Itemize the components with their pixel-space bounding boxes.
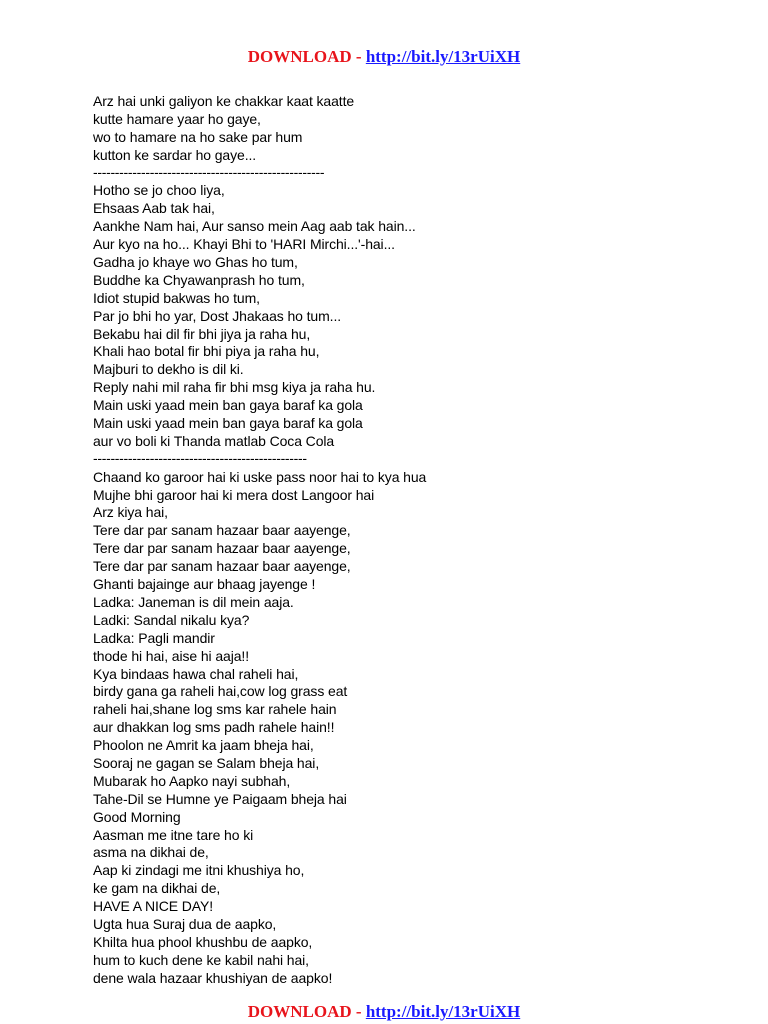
text-line: thode hi hai, aise hi aaja!! [93, 647, 249, 664]
text-line: Reply nahi mil raha fir bhi msg kiya ja raha hu. [93, 379, 376, 396]
text-line: asma na dikhai de, [93, 844, 209, 861]
text-line: Gadha jo khaye wo Ghas ho tum, [93, 254, 298, 271]
text-line: Aur kyo na ho... Khayi Bhi to 'HARI Mirchi...'-hai... [93, 236, 395, 253]
text-line: Hotho se jo choo liya, [93, 182, 225, 199]
download-label: DOWNLOAD - [247, 1002, 366, 1021]
text-line: raheli hai,shane log sms kar rahele hain [93, 701, 337, 718]
text-line: Ladka: Janeman is dil mein aaja. [93, 593, 294, 610]
separator-line: ------------------------------------------------- [93, 449, 307, 466]
text-line: aur dhakkan log sms padh rahele hain!! [93, 719, 335, 736]
text-line: Kya bindaas hawa chal raheli hai, [93, 665, 299, 682]
text-line: Tere dar par sanam hazaar baar aayenge, [93, 540, 351, 557]
text-line: Main uski yaad mein ban gaya baraf ka gola [93, 397, 363, 414]
text-line: kutte hamare yaar ho gaye, [93, 110, 261, 127]
download-banner-bottom [0, 1002, 768, 1022]
download-link[interactable]: http://bit.ly/13rUiXH [365, 1002, 521, 1021]
separator-line: ----------------------------------------------------- [93, 163, 325, 180]
download-link[interactable]: http://bit.ly/13rUiXH [365, 47, 521, 66]
text-line: Phoolon ne Amrit ka jaam bheja hai, [93, 737, 314, 754]
text-line: Idiot stupid bakwas ho tum, [93, 289, 260, 306]
text-line: Aasman me itne tare ho ki [93, 826, 254, 843]
text-line: Khali hao botal fir bhi piya ja raha hu, [93, 343, 320, 360]
text-line: Ugta hua Suraj dua de aapko, [93, 915, 277, 932]
text-line: Khilta hua phool khushbu de aapko, [93, 933, 313, 950]
text-line: Majburi to dekho is dil ki. [93, 361, 244, 378]
text-line: kutton ke sardar ho gaye... [93, 146, 257, 163]
download-banner-top [0, 47, 768, 67]
text-line: Ehsaas Aab tak hai, [93, 200, 215, 217]
text-line: Arz hai unki galiyon ke chakkar kaat kaatte [93, 93, 355, 109]
text-line: Tahe-Dil se Humne ye Paigaam bheja hai [93, 790, 347, 807]
text-line: aur vo boli ki Thanda matlab Coca Cola [93, 432, 335, 449]
sms-text-body [93, 93, 733, 988]
text-line: HAVE A NICE DAY! [93, 898, 214, 915]
download-label: DOWNLOAD - [247, 47, 366, 66]
text-line: Mujhe bhi garoor hai ki mera dost Langoor hai [93, 486, 375, 503]
text-line: Tere dar par sanam hazaar baar aayenge, [93, 558, 351, 575]
text-line: Bekabu hai dil fir bhi jiya ja raha hu, [93, 325, 311, 342]
text-line: Arz kiya hai, [93, 504, 168, 521]
text-line: Sooraj ne gagan se Salam bheja hai, [93, 754, 320, 771]
text-line: Aankhe Nam hai, Aur sanso mein Aag aab tak hain... [93, 218, 416, 235]
text-line: Aap ki zindagi me itni khushiya ho, [93, 862, 305, 879]
text-line: birdy gana ga raheli hai,cow log grass eat [93, 683, 348, 700]
text-line: Buddhe ka Chyawanprash ho tum, [93, 271, 305, 288]
text-line: wo to hamare na ho sake par hum [93, 128, 303, 145]
text-line: hum to kuch dene ke kabil nahi hai, [93, 951, 309, 968]
text-line: Tere dar par sanam hazaar baar aayenge, [93, 522, 351, 539]
text-line: Ladki: Sandal nikalu kya? [93, 611, 250, 628]
text-line: ke gam na dikhai de, [93, 880, 221, 897]
text-line: Main uski yaad mein ban gaya baraf ka gola [93, 415, 363, 432]
text-line: Ghanti bajainge aur bhaag jayenge ! [93, 576, 316, 593]
text-line: Chaand ko garoor hai ki uske pass noor hai to kya hua [93, 468, 427, 485]
text-line: Mubarak ho Aapko nayi subhah, [93, 772, 291, 789]
text-line: Ladka: Pagli mandir [93, 629, 215, 646]
text-line: dene wala hazaar khushiyan de aapko! [93, 969, 333, 986]
text-line: Good Morning [93, 808, 181, 825]
text-line: Par jo bhi ho yar, Dost Jhakaas ho tum... [93, 307, 342, 324]
